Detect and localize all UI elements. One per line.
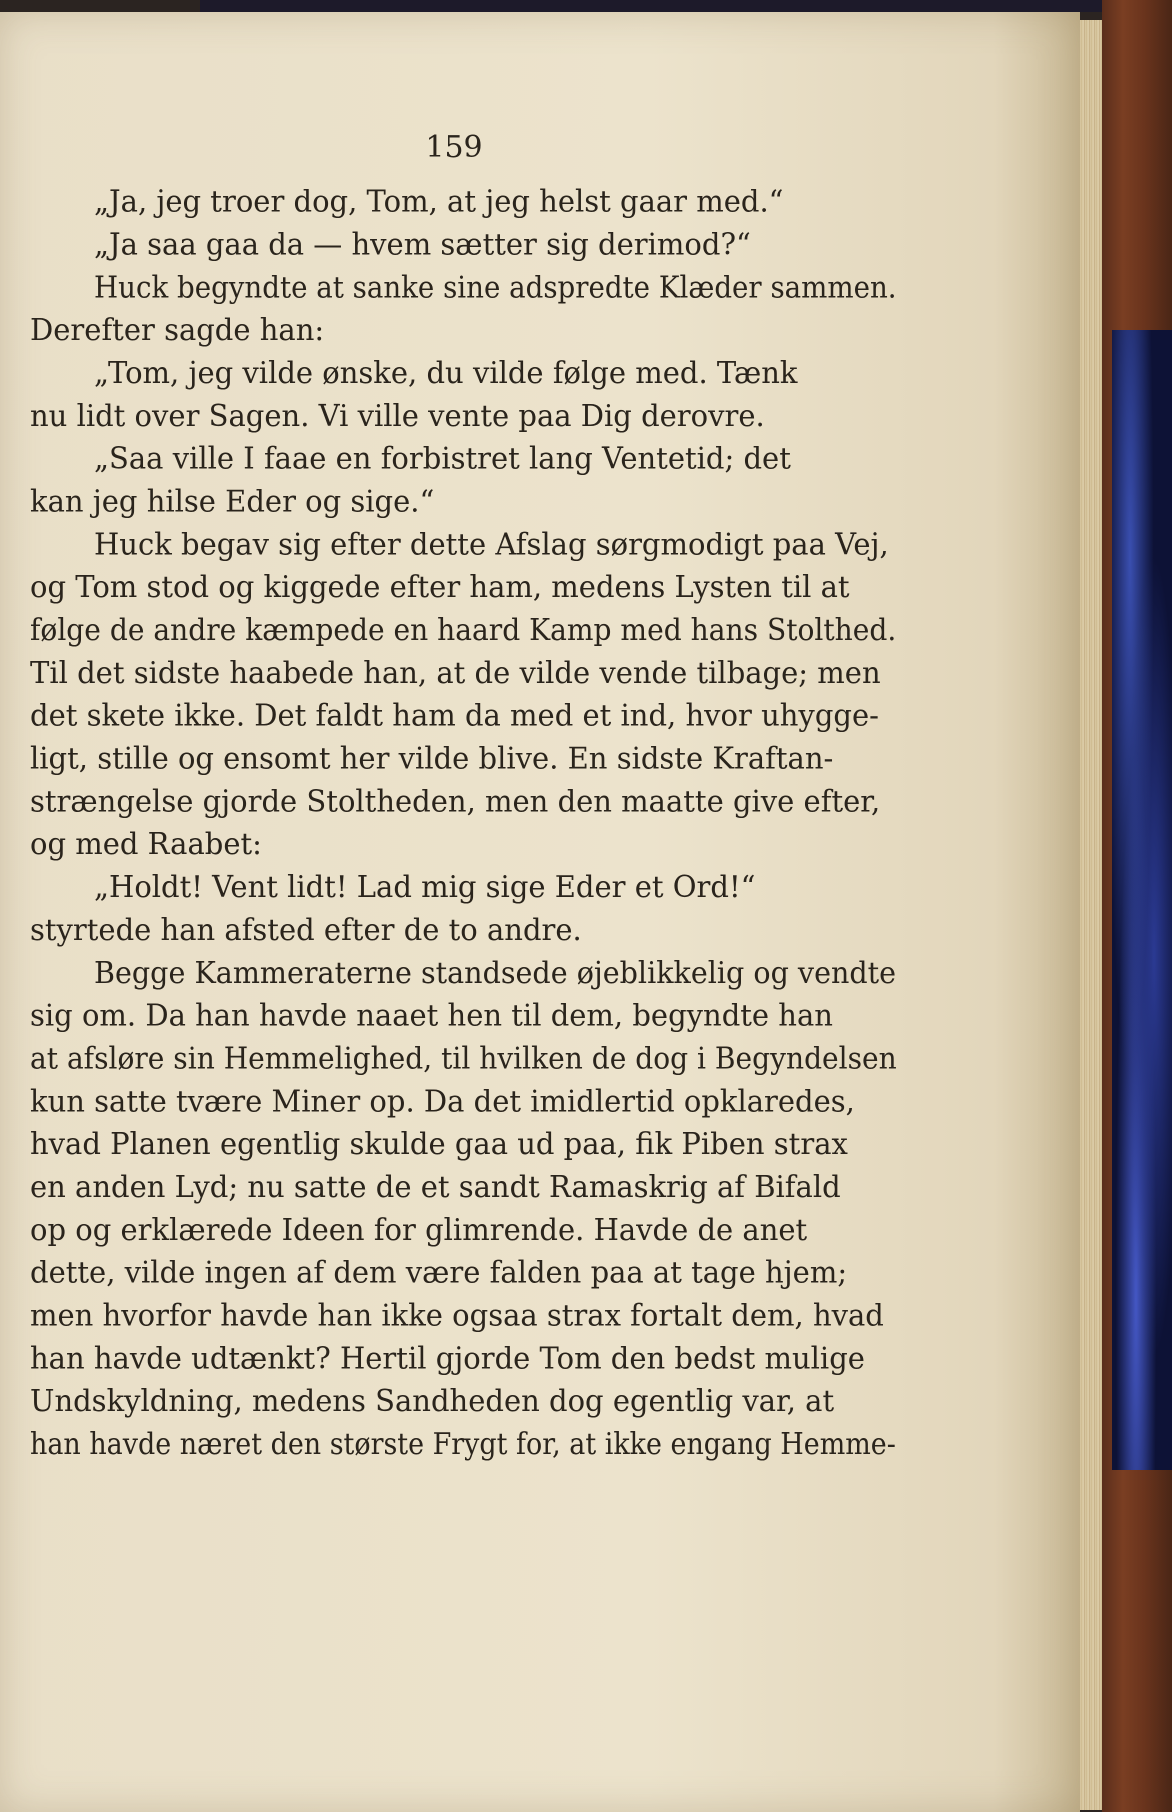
text-line: Derefter sagde han:	[30, 312, 325, 348]
text-line: „Saa ville I faae en forbistret lang Ventetid; det	[94, 441, 791, 476]
text-line: og Tom stod og kiggede efter ham, medens Lysten til at	[30, 569, 850, 605]
text-line: og med Raabet:	[30, 826, 262, 862]
text-line: op og erklærede Ideen for glimrende. Havde de anet	[30, 1212, 808, 1247]
text-line: Huck begyndte at sanke sine adspredte Klæder sammen.	[94, 269, 897, 305]
text-line: styrtede han afsted efter de to andre.	[30, 912, 582, 948]
text-line: en anden Lyd; nu satte de et sandt Ramaskrig af Bifald	[30, 1169, 841, 1205]
text-line: kun satte tvære Miner op. Da det imidlertid opklaredes,	[30, 1083, 855, 1119]
text-line: han havde udtænkt? Hertil gjorde Tom den bedst mulige	[30, 1340, 865, 1376]
text-line: hvad Planen egentlig skulde gaa ud paa, fik Piben strax	[30, 1126, 848, 1162]
text-line: ligt, stille og ensomt her vilde blive. En sidste Kraftan-	[30, 741, 834, 776]
page-number: 159	[425, 130, 483, 165]
text-line: „Holdt! Vent lidt! Lad mig sige Eder et Ord!“	[94, 869, 756, 905]
text-line: „Ja, jeg troer dog, Tom, at jeg helst gaar med.“	[94, 184, 784, 219]
text-line: sig om. Da han havde naaet hen til dem, begyndte han	[30, 998, 833, 1033]
text-line: det skete ikke. Det faldt ham da med et ind, hvor uhygge-	[30, 698, 879, 733]
text-line: at afsløre sin Hemmelighed, til hvilken de dog i Begyndelsen	[30, 1040, 897, 1076]
background-strip	[200, 0, 1172, 12]
text-line: Begge Kammeraterne standsede øjeblikkelig og vendte	[94, 955, 897, 990]
text-line: han havde næret den største Frygt for, at ikke engang Hemme-	[30, 1426, 896, 1462]
text-line: nu lidt over Sagen. Vi ville vente paa Dig derovre.	[30, 398, 765, 433]
text-line: Undskyldning, medens Sandheden dog egentlig var, at	[30, 1383, 835, 1419]
text-line: men hvorfor havde han ikke ogsaa strax fortalt dem, hvad	[30, 1297, 884, 1333]
page-edges	[1080, 20, 1102, 1810]
text-line: „Tom, jeg vilde ønske, du vilde følge med. Tænk	[94, 355, 798, 391]
text-line: dette, vilde ingen af dem være falden paa at tage hjem;	[30, 1255, 848, 1290]
text-line: kan jeg hilse Eder og sige.“	[30, 483, 435, 519]
text-line: følge de andre kæmpede en haard Kamp med hans Stolthed.	[30, 612, 897, 648]
text-line: strængelse gjorde Stoltheden, men den maatte give efter,	[30, 783, 881, 819]
text-line: „Ja saa gaa da — hvem sætter sig derimod?“	[94, 226, 751, 262]
text-line: Til det sidste haabede han, at de vilde vende tilbage; men	[30, 655, 881, 691]
marbled-endpaper	[1112, 330, 1172, 1470]
text-line: Huck begav sig efter dette Afslag sørgmodigt paa Vej,	[94, 526, 889, 562]
